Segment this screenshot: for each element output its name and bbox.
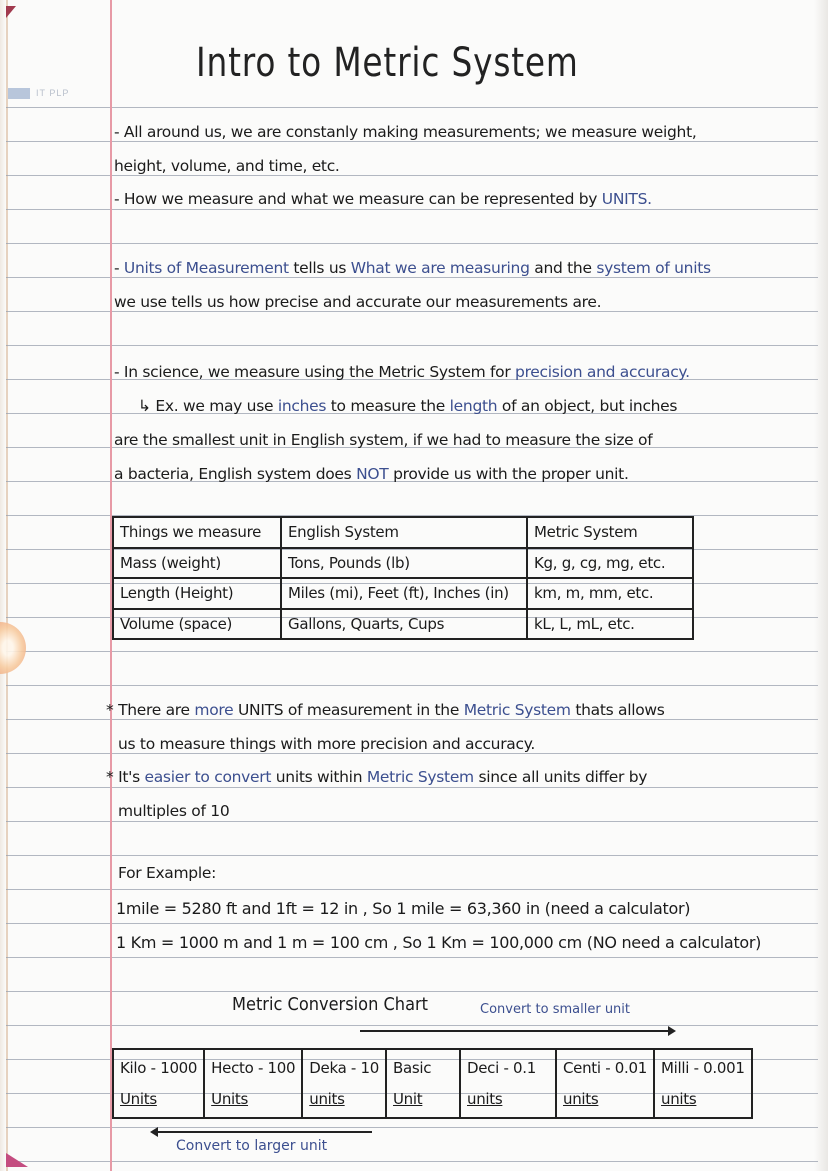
para-line-3 [114,189,652,209]
conversion-row [113,1049,752,1118]
header-cell: Things we measure [113,517,281,548]
cell-unit: units [467,1089,503,1108]
text-segment: multiples of 10 [118,802,230,820]
table-cell: Kg, g, cg, mg, etc. [527,548,693,579]
cell-unit: Units [120,1089,157,1108]
highlighted-text: length [449,397,498,415]
text-segment: thats allows [570,701,665,719]
text-segment: In science, we measure using the Metric System for [123,363,516,381]
para-line-9 [114,464,629,484]
ruled-line [6,107,818,108]
highlighted-text: easier to convert [144,768,272,786]
text-segment: tells us [288,259,351,277]
highlighted-text: Units of Measurement [123,259,289,277]
conversion-cell [302,1049,386,1118]
para-line-8 [114,430,652,450]
text-segment: since all units differ by [473,768,648,786]
ruled-line [6,1127,818,1128]
highlighted-text: inches [277,397,327,415]
arrow-right-icon [360,1030,670,1032]
table-cell: Length (Height) [113,578,281,609]
cell-prefix: Basic [393,1058,432,1077]
cell-prefix: Deka - 10 [309,1058,379,1077]
corner-tab-bottom [6,1153,28,1167]
cell-unit: Unit [393,1089,423,1108]
punch-hole [0,622,26,674]
ruled-line [6,209,818,210]
cell-prefix: Centi - 0.01 [563,1058,648,1077]
comparison-table [112,516,694,640]
conversion-cell [204,1049,302,1118]
ruled-line [6,821,818,822]
header-cell: English System [281,517,527,548]
ruled-line [6,957,818,958]
table-header-row [113,517,693,548]
cell-unit: units [309,1089,345,1108]
highlighted-text: precision and accuracy. [515,363,690,381]
text-segment: UNITS of measurement in the [233,701,464,719]
table-cell: km, m, mm, etc. [527,578,693,609]
bullet-marker: - [114,123,124,141]
para-line-6 [114,362,690,382]
text-segment: us to measure things with more precision and accuracy. [118,735,535,753]
ruled-line [6,345,818,346]
ghost-text: IT PLP [36,88,70,98]
text-segment: and the [529,259,597,277]
bullet-marker: - [114,363,124,381]
page-title: Intro to Metric System [196,40,579,86]
ruled-line [6,651,818,652]
text-segment: provide us with the proper unit. [388,465,629,483]
bullet-marker: - [114,190,124,208]
header-cell: Metric System [527,517,693,548]
conversion-chart-table [112,1048,753,1119]
bullet-marker: * [106,701,119,719]
table-cell: Miles (mi), Feet (ft), Inches (in) [281,578,527,609]
ruled-line [6,889,818,890]
cell-unit: units [563,1089,599,1108]
ruled-line [6,1161,818,1162]
corner-tab-top [6,6,16,18]
ruled-line [6,1025,818,1026]
text-segment: All around us, we are constanly making measurements; we measure weight, [123,123,697,141]
cell-unit: units [661,1089,697,1108]
table-cell: kL, L, mL, etc. [527,609,693,640]
conversion-chart-title: Metric Conversion Chart [232,994,429,1015]
note-line-4 [118,801,229,821]
conversion-cell [113,1049,204,1118]
highlighted-text: more [194,701,234,719]
conversion-cell [460,1049,556,1118]
convert-smaller-label: Convert to smaller unit [480,1002,631,1017]
table-cell: Volume (space) [113,609,281,640]
table-cell: Tons, Pounds (lb) [281,548,527,579]
conversion-cell [654,1049,752,1118]
para-line-5 [114,292,601,312]
cell-prefix: Kilo - 1000 [120,1058,198,1077]
ruled-line [6,243,818,244]
cell-prefix: Milli - 0.001 [661,1058,745,1077]
ruled-line [6,787,818,788]
highlighted-text: Metric System [463,701,571,719]
table-row [113,578,693,609]
highlighted-text: NOT [356,465,389,483]
text-segment: we use tells us how precise and accurate our measurements are. [114,293,602,311]
text-segment: are the smallest unit in English system, if we had to measure the size of [114,431,653,449]
ruled-line [6,685,818,686]
arrow-icon: ↳ [138,397,156,415]
example-line-2: 1 Km = 1000 m and 1 m = 100 cm , So 1 Km = 100,000 cm (NO need a calculator) [116,933,762,952]
arrow-left-icon [156,1131,372,1133]
text-segment: to measure the [326,397,450,415]
bullet-marker: - [114,259,124,277]
convert-larger-label: Convert to larger unit [176,1138,328,1154]
ruled-line [6,923,818,924]
cell-unit: Units [211,1089,249,1108]
text-segment: Ex. we may use [155,397,278,415]
example-line-1: 1mile = 5280 ft and 1ft = 12 in , So 1 mile = 63,360 in (need a calculator) [116,899,691,918]
table-cell: Mass (weight) [113,548,281,579]
para-line-2 [114,156,340,176]
highlighted-text: UNITS. [601,190,652,208]
table-row [113,609,693,640]
text-segment: How we measure and what we measure can be represented by [123,190,602,208]
para-line-7 [138,396,677,416]
cell-prefix: Hecto - 100 [211,1058,296,1077]
ghost-margin-text [8,88,88,100]
cell-prefix: Deci - 0.1 [467,1058,536,1077]
ruled-line [6,991,818,992]
bullet-marker: * [106,768,119,786]
para-line-4 [114,258,711,278]
text-segment: It's [118,768,145,786]
text-segment: height, volume, and time, etc. [114,157,340,175]
text-segment: of an object, but inches [497,397,678,415]
ruled-line [6,855,818,856]
conversion-cell [556,1049,654,1118]
example-heading: For Example: [118,864,217,882]
conversion-cell [386,1049,460,1118]
table-cell: Gallons, Quarts, Cups [281,609,527,640]
note-line-2 [118,734,535,754]
text-segment: units within [271,768,367,786]
text-segment: a bacteria, English system does [114,465,357,483]
text-segment: There are [118,701,195,719]
para-line-1 [114,122,696,142]
highlighted-text: system of units [596,259,711,277]
highlighted-text: Metric System [366,768,474,786]
table-row [113,548,693,579]
highlighted-text: What we are measuring [350,259,530,277]
note-line-3 [106,767,647,787]
note-line-1 [106,700,665,720]
